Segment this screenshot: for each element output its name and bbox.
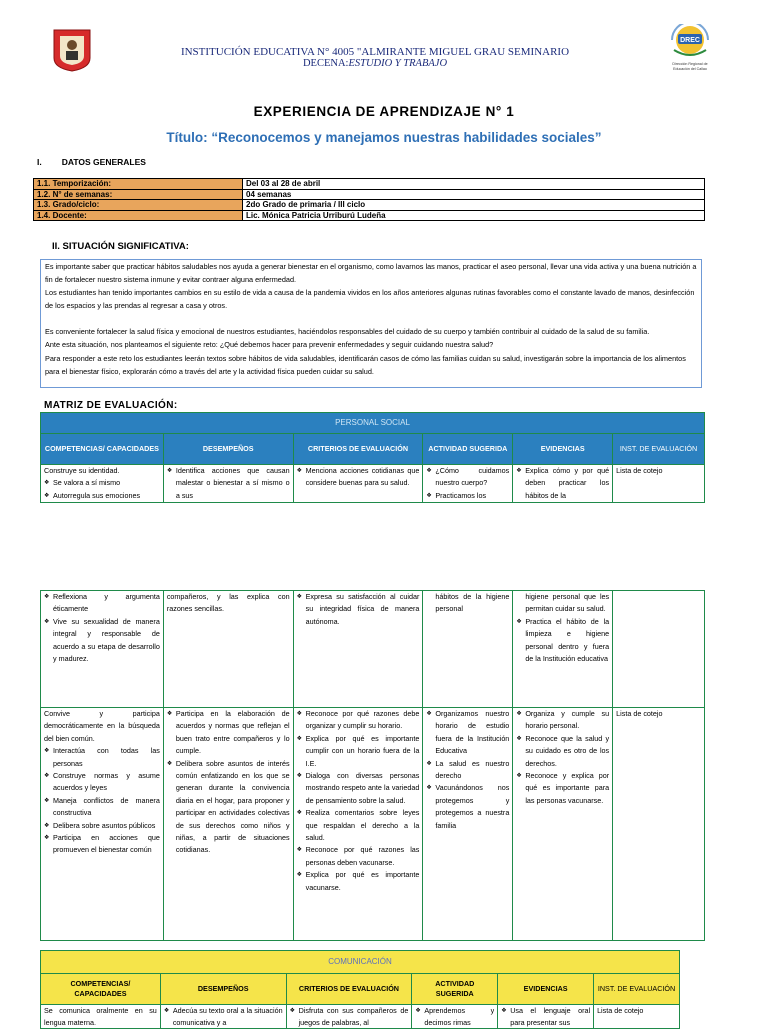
personal-social-table <box>40 412 705 503</box>
svg-text:Educación del Callao: Educación del Callao <box>673 67 707 71</box>
institution-subtitle: DECENA:ESTUDIO Y TRABAJO <box>302 58 448 69</box>
situation-paragraph: Es importante saber que practicar hábitos saludables nos ayuda a generar bienestar en el organismo, como lavarnos las manos, practicar el aseo personal, llevar una vida activa y una buena nutrición a fin de fortalecer nuestro sistema inmune y evitar contraer alguna enfermedad. <box>45 262 697 285</box>
situation-paragraph: Ante esta situación, nos planteamos el siguiente reto: ¿Qué debemos hacer para prevenir enfermedades y seguir cuidando nuestra salud? <box>45 340 494 350</box>
situation-paragraph <box>45 312 697 325</box>
table-row: Construye su identidad. ❖ Se valora a sí mismo ❖ Autorregula sus emociones ❖ Identifica acciones que causan malestar o bienestar a sí mismo o a sus ❖ Menciona acciones cotidianas que considere buenas para su salud. ❖ ¿Cómo cuidamos nuestro cuerpo? ❖ Practicamos los ❖ Explica cómo y por qué deben practicar los hábitos de la Lista de cotejo <box>41 465 705 503</box>
table-row: Convive y participa democráticamente en la búsqueda del bien común. ❖ Interactúa con todas las personas ❖ Construye normas y asume acuerdos y leyes ❖ Maneja conflictos de manera constructiva ❖ Delibera sobre asuntos públicos ❖ Participa en acciones que promueven el bienestar común ❖ Participa en la elaboración de acuerdos y normas que reflejan el buen trato entre compañeros y lo cumple. ❖ Delibera sobre asuntos de interés común enfatizando en los que se generan durante la convivencia diaria en el hogar, para proponer y participar en actividades colectivas de sus derechos como niños y niñas, a partir de situaciones cotidianas. ❖ Reconoce por qué razones debe organizar y cumplir su horario. ❖ Explica por qué es importante cumplir con un horario fuera de la I.E. ❖ Dialoga con diversas personas mostrando respeto ante la variedad de pensamiento sobre la salud. ❖ Realiza comentarios sobre leyes que respaldan el derecho a la salud. ❖ Reconoce por qué razones las personas deben vacunarse. ❖ Explica por qué es importante vacunarse. ❖ Organizamos nuestro horario de estudio fuera de la Institución Educativa ❖ La salud es nuestro derecho ❖ Vacunándonos nos protegemos y protegemos a nuestra familia ❖ Organiza y cumple su horario personal. ❖ Reconoce que la salud y su cuidado es otro de los derechos. ❖ Reconoce y explica por qué es importante para las personas vacunarse. Lista de cotejo <box>41 708 705 941</box>
area-title: PERSONAL SOCIAL <box>41 413 705 434</box>
institution-name: INSTITUCIÓN EDUCATIVA N° 4005 "ALMIRANTE MIGUEL GRAU SEMINARIO <box>180 46 570 58</box>
section-general-data-heading: I. DATOS GENERALES <box>37 157 146 167</box>
situation-paragraph: Para responder a este reto los estudiantes leerán textos sobre hábitos de vida saludables, identificarán casos de cómo las familias cuidan su salud, investigarán sobre la importancia de los alimentos para el bienestar físico, explorarán cómo a través del arte y la actividad física pueden cuidar su salud. <box>45 353 686 376</box>
table-row <box>41 951 680 974</box>
situation-paragraph: Es conveniente fortalecer la salud física y emocional de nuestros estudiantes, haciéndolos responsables del cuidado de su cuerpo y también contribuir al cuidado de la salud de su familia. <box>45 327 650 337</box>
section-situation-heading: II. SITUACIÓN SIGNIFICATIVA: <box>52 241 189 252</box>
situation-box <box>40 259 702 388</box>
table-row: ❖ Reflexiona y argumenta éticamente ❖ Vive su sexualidad de manera integral y responsable de acuerdo a su etapa de desarrollo y madurez. compañeros, y las explica con razones sencillas. ❖ Expresa su satisfacción al cuidar su integridad física de manera autónoma. hábitos de la higiene personal higiene personal que les permitan cuidar su salud. ❖ Practica el hábito de la limpieza e higiene personal dentro y fuera de la Institución educativa <box>41 591 705 708</box>
personal-social-table-continued <box>40 590 705 941</box>
experience-subtitle: Título: “Reconocemos y manejamos nuestras habilidades sociales” <box>166 130 602 145</box>
table-row: 1.1. Temporización: Del 03 al 28 de abril <box>34 179 705 190</box>
table-row: Se comunica oralmente en su lengua materna. ❖ Adecúa su texto oral a la situación comunicativa y a ❖ Disfruta con sus compañeros de juegos de palabras, al ❖ Aprendemos y decimos rimas ❖ Usa el lenguaje oral para presentar sus Lista de cotejo <box>41 1005 680 1029</box>
drec-logo-text: DREC <box>680 37 700 44</box>
institution-header <box>130 46 620 70</box>
table-row: 1.3. Grado/ciclo: 2do Grado de primaria / III ciclo <box>34 200 705 211</box>
area-title: COMUNICACIÓN <box>41 951 680 974</box>
svg-text:Dirección Regional de: Dirección Regional de <box>672 62 708 66</box>
drec-logo <box>666 24 714 74</box>
situation-paragraph: Los estudiantes han tenido importantes cambios en su estilo de vida a causa de la pandemia vividos en los años anteriores algunas rutinas favorables como el constante lavado de manos, desinfección de los espacios y las prendas al regresar a casa y otros. <box>45 288 695 311</box>
comunicacion-table <box>40 950 680 1029</box>
table-row: COMPETENCIAS/ CAPACIDADES DESEMPEÑOS CRITERIOS DE EVALUACIÓN ACTIVIDAD SUGERIDA EVIDENCIAS INST. DE EVALUACIÓN <box>41 974 680 1005</box>
table-row: 1.4. Docente: Lic. Mónica Patricia Urriburú Ludeña <box>34 210 705 221</box>
matrix-heading: MATRIZ DE EVALUACIÓN: <box>44 400 178 411</box>
table-row: 1.2. N° de semanas: 04 semanas <box>34 189 705 200</box>
experience-title: EXPERIENCIA DE APRENDIZAJE N° 1 <box>253 104 515 119</box>
table-row: COMPETENCIAS/ CAPACIDADES DESEMPEÑOS CRITERIOS DE EVALUACIÓN ACTIVIDAD SUGERIDA EVIDENCIAS INST. DE EVALUACIÓN <box>41 434 705 465</box>
school-logo <box>52 28 92 72</box>
general-data-table <box>33 178 705 221</box>
table-row <box>41 413 705 434</box>
